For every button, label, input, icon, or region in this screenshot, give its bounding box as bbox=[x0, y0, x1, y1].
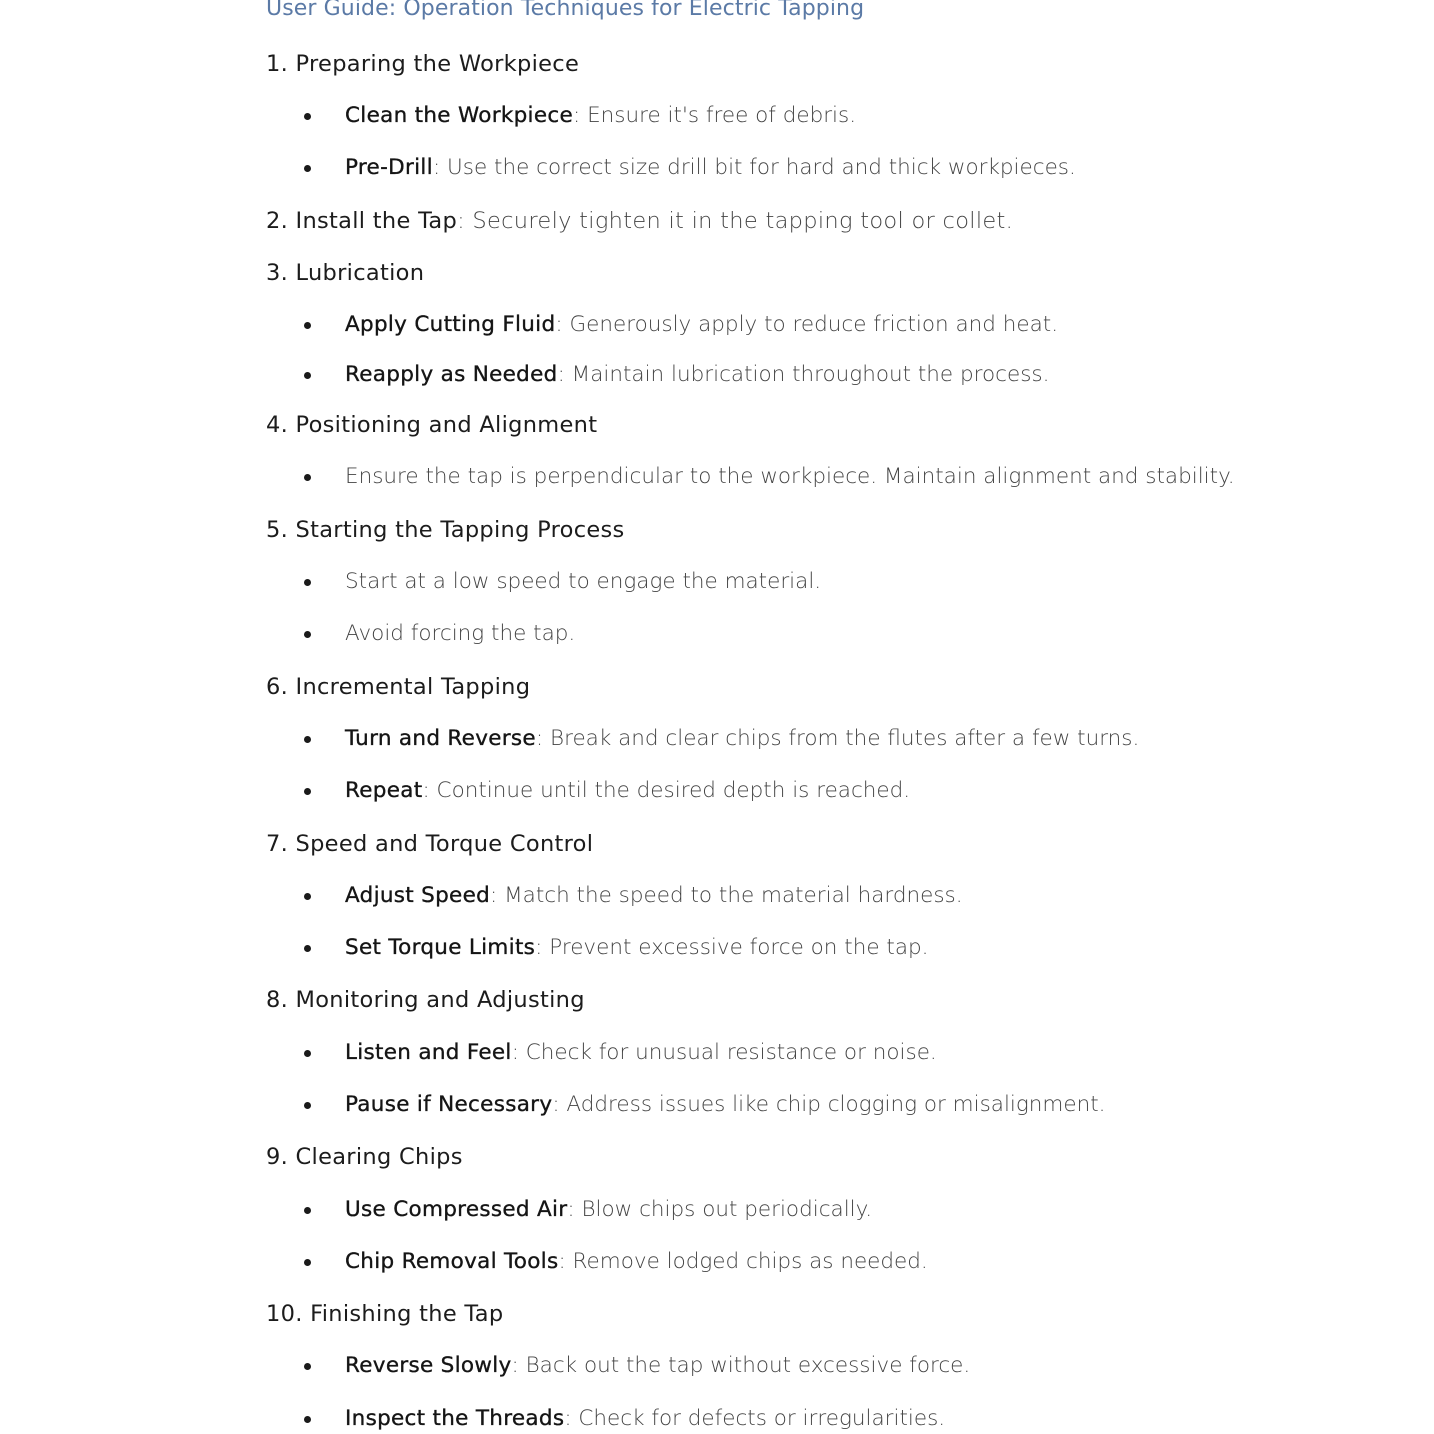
list-item-text bbox=[345, 883, 963, 908]
list-item-text bbox=[345, 935, 928, 960]
step-heading-description: : Securely tighten it in the tapping tool or collet. bbox=[457, 208, 1014, 234]
list-item-text bbox=[345, 778, 910, 803]
step-heading bbox=[266, 208, 1013, 234]
step-heading: 4. Positioning and Alignment bbox=[266, 412, 598, 438]
list-item-description: : Prevent excessive force on the tap. bbox=[535, 935, 929, 960]
list-item-term: Reverse Slowly bbox=[345, 1353, 512, 1378]
list-item-description: Avoid forcing the tap. bbox=[345, 621, 576, 646]
bullet-icon bbox=[304, 579, 311, 586]
list-item-term: Reapply as Needed bbox=[345, 362, 558, 387]
list-item-description: : Address issues like chip clogging or misalignment. bbox=[552, 1092, 1106, 1117]
list-item-term: Pause if Necessary bbox=[345, 1092, 553, 1117]
bullet-icon bbox=[304, 1102, 311, 1109]
list-item-text bbox=[345, 464, 1235, 489]
bullet-icon bbox=[304, 893, 311, 900]
list-item-text bbox=[345, 1353, 970, 1378]
list-item-description: Ensure the tap is perpendicular to the workpiece. Maintain alignment and stability. bbox=[345, 464, 1235, 489]
list-item-description: : Match the speed to the material hardness. bbox=[490, 883, 963, 908]
list-item-term: Use Compressed Air bbox=[345, 1197, 568, 1222]
list-item-text bbox=[345, 312, 1058, 337]
list-item-term: Inspect the Threads bbox=[345, 1406, 565, 1431]
bullet-icon bbox=[304, 322, 311, 329]
list-item-text bbox=[345, 726, 1139, 751]
list-item-term: Clean the Workpiece bbox=[345, 103, 574, 128]
step-heading: 5. Starting the Tapping Process bbox=[266, 517, 625, 543]
list-item-text bbox=[345, 103, 856, 128]
list-item-description: : Continue until the desired depth is reached. bbox=[422, 778, 911, 803]
bullet-icon bbox=[304, 474, 311, 481]
list-item-description: : Generously apply to reduce friction and heat. bbox=[555, 312, 1059, 337]
list-item-description: : Break and clear chips from the flutes after a few turns. bbox=[535, 726, 1140, 751]
list-item-description: : Use the correct size drill bit for hard and thick workpieces. bbox=[432, 155, 1076, 180]
list-item-description: : Check for unusual resistance or noise. bbox=[511, 1040, 937, 1065]
list-item-text bbox=[345, 1040, 937, 1065]
list-item-description: : Back out the tap without excessive force. bbox=[511, 1353, 971, 1378]
list-item-term: Repeat bbox=[345, 778, 423, 803]
bullet-icon bbox=[304, 1207, 311, 1214]
bullet-icon bbox=[304, 1050, 311, 1057]
list-item-description: : Check for defects or irregularities. bbox=[564, 1406, 946, 1431]
bullet-icon bbox=[304, 1259, 311, 1266]
list-item-text bbox=[345, 1092, 1106, 1117]
bullet-icon bbox=[304, 736, 311, 743]
list-item-term: Pre-Drill bbox=[345, 155, 433, 180]
list-item-text bbox=[345, 362, 1049, 387]
bullet-icon bbox=[304, 113, 311, 120]
step-heading: 7. Speed and Torque Control bbox=[266, 831, 594, 857]
list-item-description: : Remove lodged chips as needed. bbox=[558, 1249, 928, 1274]
step-heading: 8. Monitoring and Adjusting bbox=[266, 987, 585, 1013]
bullet-icon bbox=[304, 945, 311, 952]
list-item-description: : Blow chips out periodically. bbox=[567, 1197, 873, 1222]
list-item-text bbox=[345, 621, 575, 646]
list-item-text bbox=[345, 155, 1076, 180]
list-item-term: Set Torque Limits bbox=[345, 935, 536, 960]
list-item-description: : Ensure it's free of debris. bbox=[573, 103, 857, 128]
list-item-term: Listen and Feel bbox=[345, 1040, 512, 1065]
step-heading: 9. Clearing Chips bbox=[266, 1144, 463, 1170]
document-title: User Guide: Operation Techniques for Electric Tapping bbox=[266, 0, 865, 21]
bullet-icon bbox=[304, 788, 311, 795]
step-heading: 6. Incremental Tapping bbox=[266, 674, 531, 700]
list-item-text bbox=[345, 1249, 928, 1274]
bullet-icon bbox=[304, 1363, 311, 1370]
step-heading: 1. Preparing the Workpiece bbox=[266, 51, 580, 77]
list-item-text bbox=[345, 569, 821, 594]
bullet-icon bbox=[304, 165, 311, 172]
list-item-term: Chip Removal Tools bbox=[345, 1249, 559, 1274]
list-item-term: Adjust Speed bbox=[345, 883, 491, 908]
step-heading-label: 2. Install the Tap bbox=[266, 208, 458, 234]
list-item-text bbox=[345, 1197, 872, 1222]
bullet-icon bbox=[304, 372, 311, 379]
list-item-term: Apply Cutting Fluid bbox=[345, 312, 556, 337]
bullet-icon bbox=[304, 1416, 311, 1423]
list-item-description: Start at a low speed to engage the material. bbox=[345, 569, 822, 594]
step-heading: 3. Lubrication bbox=[266, 260, 425, 286]
list-item-text bbox=[345, 1406, 945, 1431]
bullet-icon bbox=[304, 631, 311, 638]
list-item-description: : Maintain lubrication throughout the process. bbox=[557, 362, 1050, 387]
step-heading: 10. Finishing the Tap bbox=[266, 1301, 504, 1327]
list-item-term: Turn and Reverse bbox=[345, 726, 536, 751]
